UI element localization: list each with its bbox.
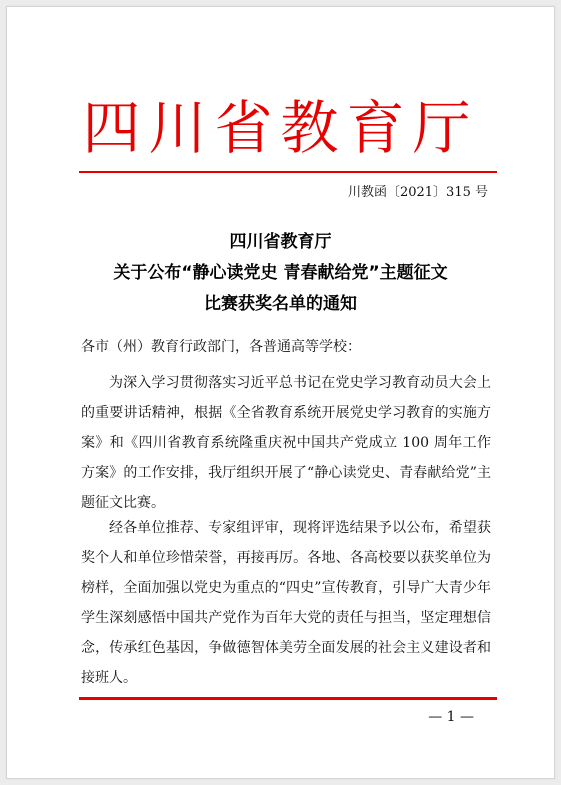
notice-title-line: 比赛获奖名单的通知 [204,294,357,314]
footer-red-rule [79,697,497,700]
salutation: 各市（州）教育行政部门，各普通高等学校： [81,339,361,355]
notice-title-line: 关于公布“静心读党史 青春献给党”主题征文 [113,263,448,283]
body-paragraph: 为深入学习贯彻落实习近平总书记在党史学习教育动员大会上的重要讲话精神，根据《全省教育系统开展党史学习教育的实施方案》和《四川省教育系统隆重庆祝中国共产党成立 100 周年工作方案》的工作安排，我厅组织开展了“静心读党史、青春献给党”主题征文比赛。 [81,375,491,511]
header-red-rule [79,171,497,173]
document-number: 川教函〔2021〕315 号 [347,185,488,200]
body-paragraph: 经各单位推荐、专家组评审，现将评选结果予以公布，希望获奖个人和单位珍惜荣誉，再接再厉。各地、各高校要以获奖单位为榜样，全面加强以党史为重点的“四史”宣传教育，引导广大青少年学生深刻感悟中国共产党作为百年大党的责任与担当，坚定理想信念，传承红色基因，争做德智体美劳全面发展的社会主义建设者和接班人。 [81,520,491,686]
issuing-authority-title: 四川省教育厅 [82,94,479,162]
notice-title-line: 四川省教育厅 [229,232,332,252]
page-number: — 1 — [428,709,474,725]
document-page [6,6,555,779]
notice-title [7,227,554,320]
